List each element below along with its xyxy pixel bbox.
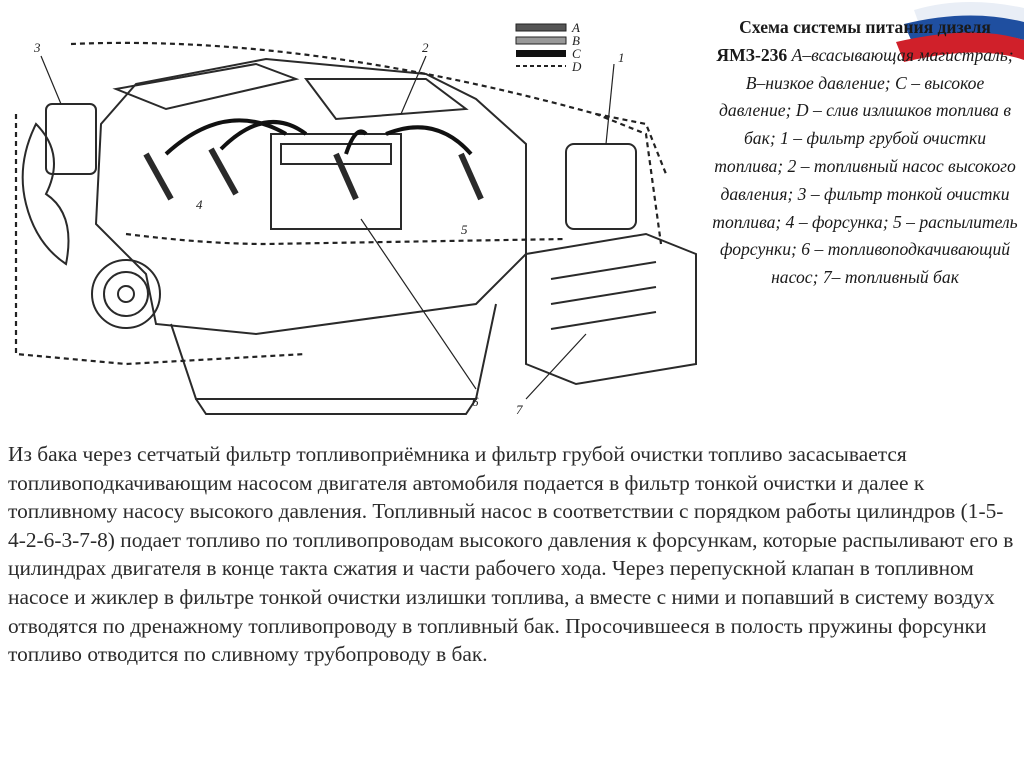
engine-fuel-system-diagram: [6, 4, 706, 438]
callout-2: 2: [422, 40, 429, 55]
figure-caption: [712, 14, 1018, 292]
callout-6: 6: [472, 394, 479, 409]
engine-drawing: [6, 4, 706, 438]
legend-d: D: [572, 59, 582, 74]
callout-1: 1: [618, 50, 625, 65]
callout-4: 4: [196, 197, 203, 212]
legend-c: C: [572, 46, 581, 61]
callout-5: 5: [461, 222, 468, 237]
description-paragraph: Из бака через сетчатый фильтр топливоприёмника и фильтр грубой очистки топливо засасывается топливоподкачивающим насосом двигателя автомобиля подается в фильтр тонкой очистки и далее к топливному насосу высокого давления. Топливный насос в соответствии с порядком работы цилиндров (1-5-4-2-6-3-7-8) подает топливо по топливопроводам высокого давления к форсункам, которые распыливают его в цилиндрах двигателя в конце такта сжатия и части рабочего хода. Через перепускной клапан в топливном насосе и жиклер в фильтре тонкой очистки излишки топлива, а вместе с ними и попавший в систему воздух отводятся по дренажному топливопроводу в топливный бак. Просочившееся в полость пружины форсунки топливо отводится по сливному трубопроводу в бак.: [8, 442, 1014, 667]
caption-body: А–всасывающая магистраль; В–низкое давление; С – высокое давление; D – слив излишков топлива в бак; 1 – фильтр грубой очистки топлива; 2 – топливный насос высокого давления; 3 – фильтр тонкой очистки топлива; 4 – форсунка; 5 – распылитель форсунки; 6 – топливоподкачивающий насос; 7– топливный бак: [712, 44, 1018, 288]
caption-title: Схема системы питания дизеля ЯМЗ-236: [716, 17, 991, 65]
legend: [516, 20, 582, 74]
callout-7: 7: [516, 402, 523, 417]
legend-b: B: [572, 33, 580, 48]
legend-a: A: [572, 20, 580, 35]
callout-3: 3: [34, 40, 41, 55]
